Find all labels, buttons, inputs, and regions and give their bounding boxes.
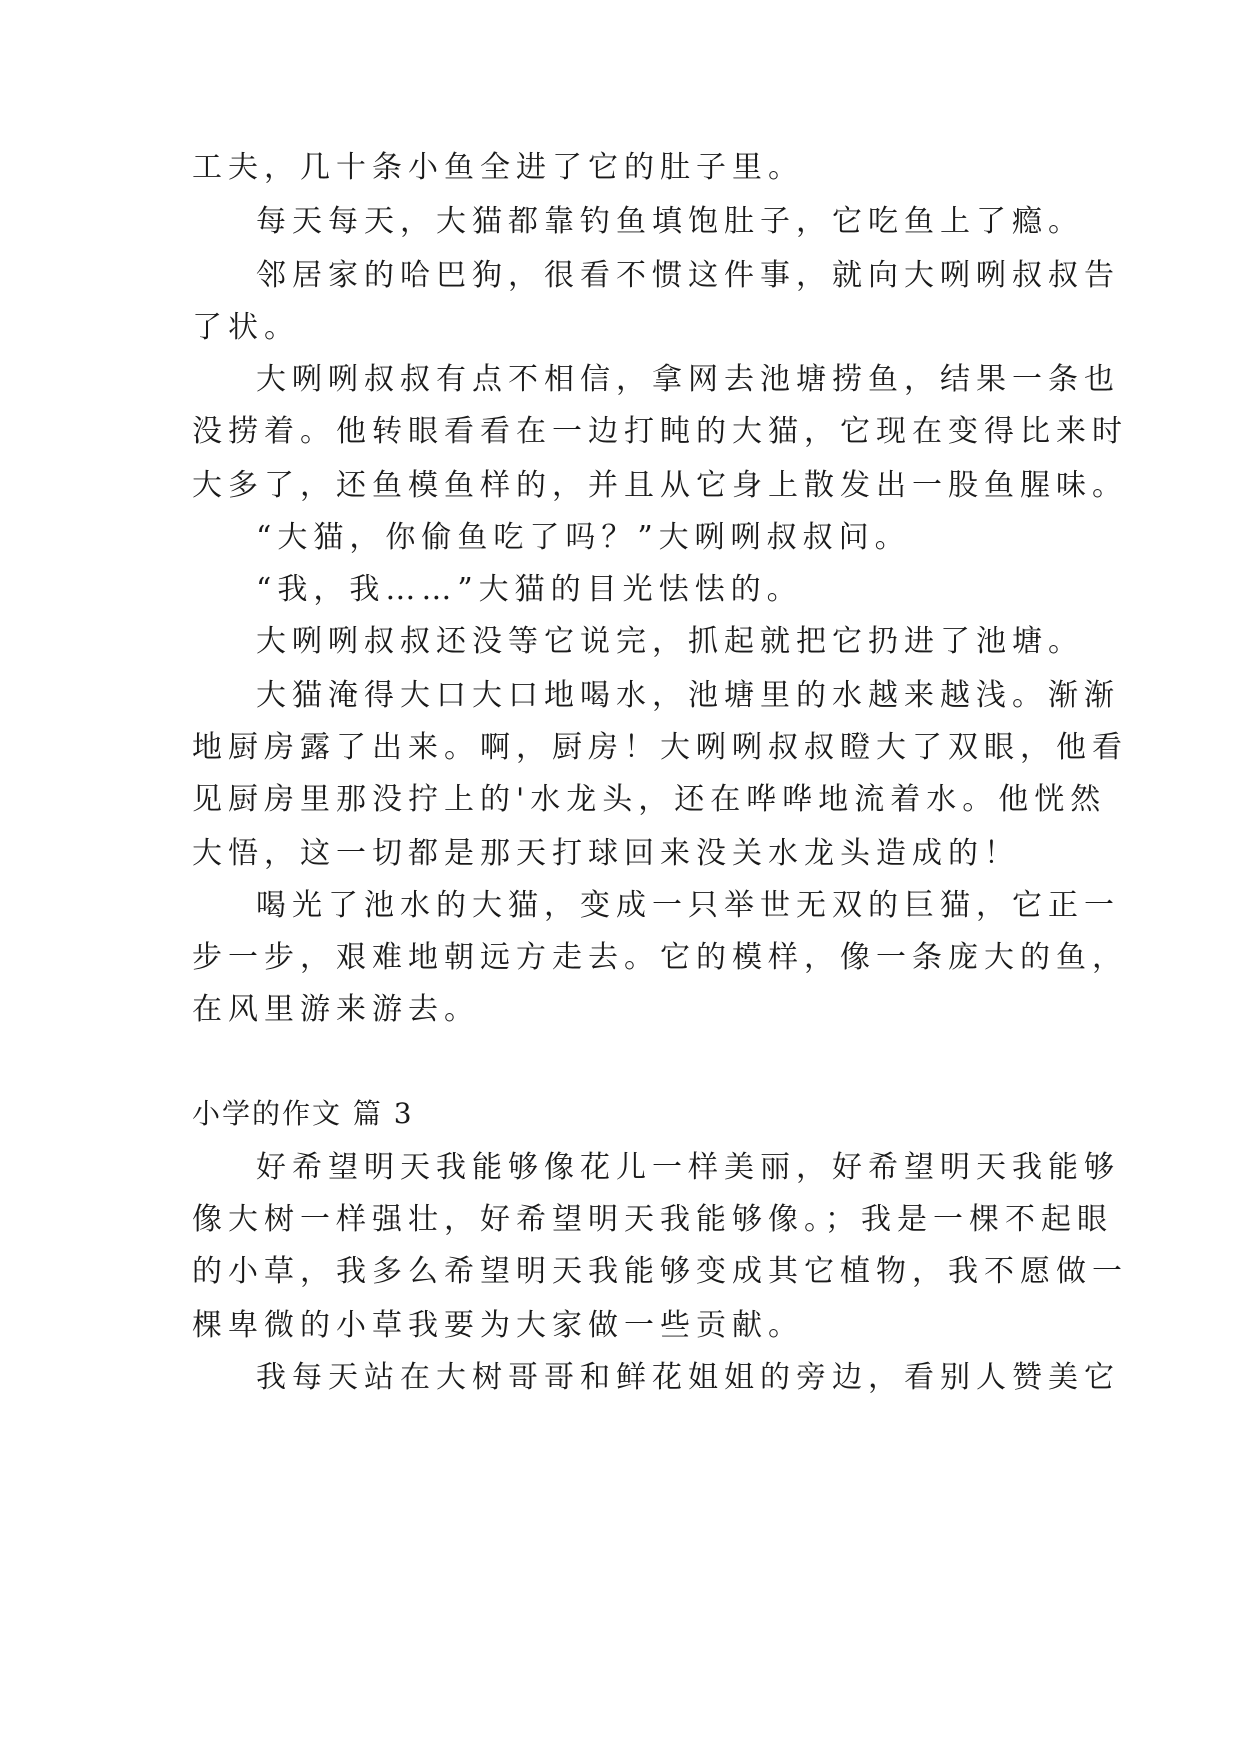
text-line: 像大树一样强壮，好希望明天我能够像。；我是一棵不起眼	[192, 1202, 1113, 1237]
text-line: 地厨房露了出来。啊，厨房！大咧咧叔叔瞪大了双眼，他看	[192, 730, 1128, 765]
text-line: 大悟，这一切都是那天打球回来没关水龙头造成的！	[192, 836, 1020, 871]
text-line: 见厨房里那没拧上的'水龙头，还在哗哗地流着水。他恍然	[192, 782, 1107, 817]
text-line: 的小草，我多么希望明天我能够变成其它植物，我不愿做一	[192, 1254, 1128, 1289]
text-line: 每天每天，大猫都靠钓鱼填饱肚子，它吃鱼上了瘾。	[256, 204, 1084, 239]
text-line: 大咧咧叔叔有点不相信，拿网去池塘捞鱼，结果一条也	[256, 362, 1120, 397]
section-heading: 小学的作文 篇 3	[192, 1097, 414, 1130]
text-line: 我每天站在大树哥哥和鲜花姐姐的旁边，看别人赞美它	[256, 1360, 1120, 1395]
text-line: 工夫，几十条小鱼全进了它的肚子里。	[192, 150, 804, 185]
text-line: 邻居家的哈巴狗，很看不惯这件事，就向大咧咧叔叔告	[256, 258, 1120, 293]
text-line: 大猫淹得大口大口地喝水，池塘里的水越来越浅。渐渐	[256, 678, 1120, 713]
text-line: 步一步，艰难地朝远方走去。它的模样，像一条庞大的鱼，	[192, 940, 1128, 975]
text-line: 棵卑微的小草我要为大家做一些贡献。	[192, 1308, 804, 1343]
text-line: 大咧咧叔叔还没等它说完，抓起就把它扔进了池塘。	[256, 624, 1084, 659]
text-line: 没捞着。他转眼看看在一边打盹的大猫，它现在变得比来时	[192, 414, 1128, 449]
text-line: 在风里游来游去。	[192, 992, 480, 1027]
text-line: 了状。	[192, 310, 300, 345]
text-line: 大多了，还鱼模鱼样的，并且从它身上散发出一股鱼腥味。	[192, 468, 1128, 503]
text-line: 好希望明天我能够像花儿一样美丽，好希望明天我能够	[256, 1150, 1120, 1185]
text-line: “我，我……”大猫的目光怯怯的。	[256, 572, 803, 607]
text-line: “大猫，你偷鱼吃了吗？”大咧咧叔叔问。	[256, 520, 911, 555]
text-line: 喝光了池水的大猫，变成一只举世无双的巨猫，它正一	[256, 888, 1120, 923]
